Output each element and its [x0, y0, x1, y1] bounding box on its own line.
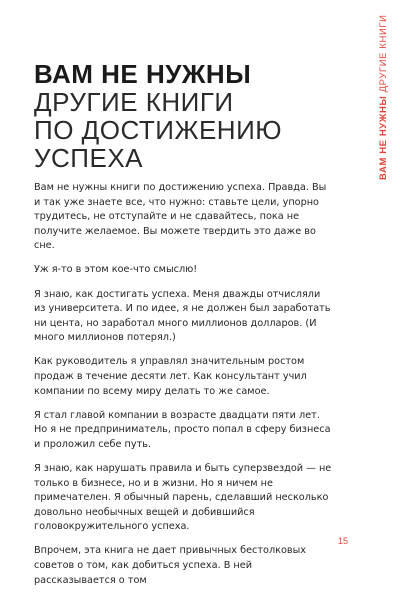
page-number: 15	[338, 536, 349, 546]
running-header-tab	[374, 14, 396, 180]
paragraph: Вам не нужны книги по достижению успеха. Правда. Вы и так уже знаете все, что нужно: ставьте цели, упорно трудитесь, не отступайте и не сдавайтесь, пока не получите желаемое. Вы можете твердить это даже во сне.	[34, 182, 327, 252]
paragraph: Впрочем, эта книга не дает привычных бестолковых советов о том, как добиться успеха. В ней рассказывается о том	[34, 545, 307, 586]
chapter-title-line-3: УСПЕХА	[34, 143, 144, 173]
paragraph: Как руководитель я управлял значительным ростом продаж в течение десяти лет. Как консультант учил компании по всему миру делать то же самое.	[34, 356, 307, 397]
chapter-title-line-2: ПО ДОСТИЖЕНИЮ	[34, 115, 283, 145]
body-text	[34, 181, 334, 598]
paragraph: Уж я-то в этом кое-что смыслю!	[34, 264, 198, 276]
running-header-bold: ВАМ НЕ НУЖНЫ	[378, 95, 389, 180]
chapter-title-bold: ВАМ НЕ НУЖНЫ	[34, 59, 252, 89]
running-header-rest: ДРУГИЕ КНИГИ	[378, 14, 389, 96]
paragraph: Я знаю, как нарушать правила и быть суперзвездой — не только в бизнесе, но и в жизни. Но я ничем не примечателен. Я обычный парень, сделавший несколько довольно необычных вещей и добившийся головокружительного успеха.	[34, 463, 332, 533]
paragraph: Я стал главой компании в возрасте двадцати пяти лет. Но я не предприниматель, просто попал в сферу бизнеса и проложил себе путь.	[34, 409, 331, 450]
chapter-title	[34, 60, 334, 172]
running-header-text	[378, 14, 389, 180]
paragraph: Я знаю, как достигать успеха. Меня дважды отчисляли из университета. И по идее, я не должен был заработать ни цента, но заработал много миллионов долларов. (И много миллионов потерял.)	[34, 288, 331, 344]
chapter-title-line-1: ДРУГИЕ КНИГИ	[34, 87, 234, 117]
